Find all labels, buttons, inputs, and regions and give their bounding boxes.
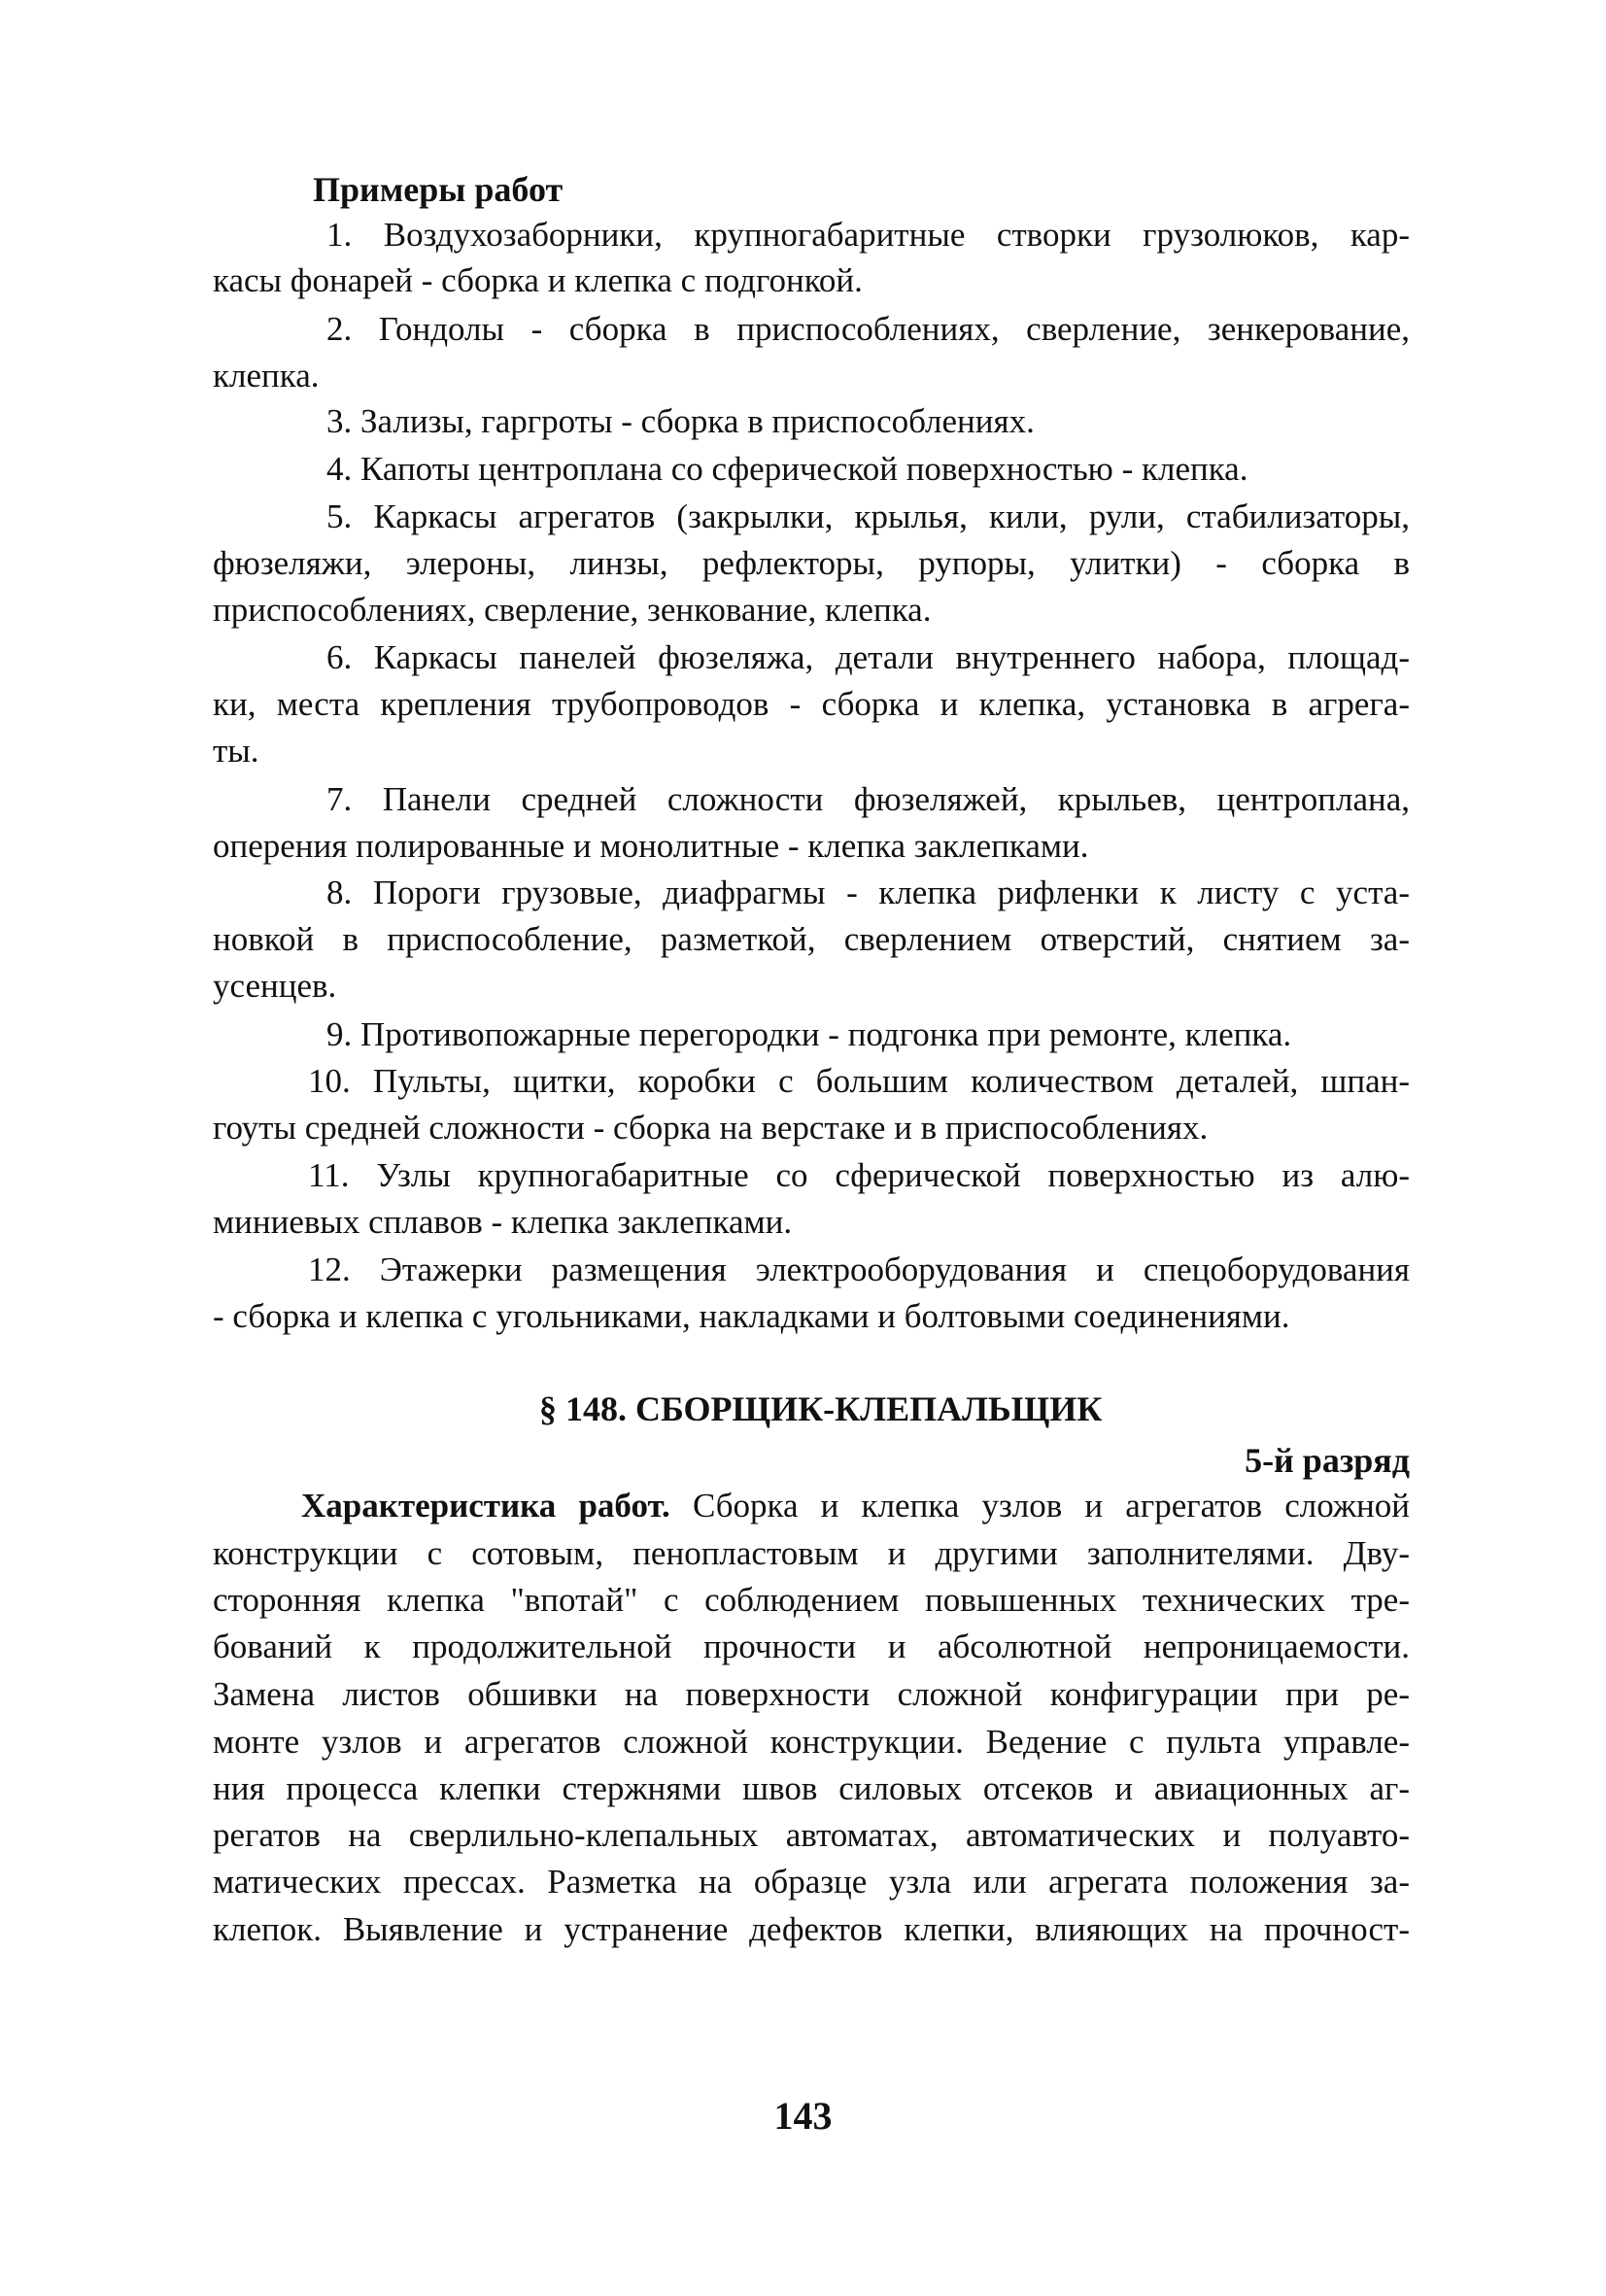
section-title: § 148. СБОРЩИК-КЛЕПАЛЬЩИК bbox=[539, 1389, 1103, 1428]
section-lead-label: Характеристика работ. bbox=[301, 1487, 670, 1525]
examples-line: 8. Пороги грузовые, диафрагмы - клепка рифленки к листу с уста- bbox=[326, 874, 1410, 911]
section-first-line-rest: Сборка и клепка узлов и агрегатов сложной bbox=[669, 1487, 1410, 1525]
section-line: монте узлов и агрегатов сложной конструкции. Ведение с пульта управле- bbox=[213, 1723, 1410, 1761]
section-line: конструкции с сотовым, пенопластовым и другими заполнителями. Дву- bbox=[213, 1534, 1410, 1572]
section-line: клепок. Выявление и устранение дефектов клепки, влияющих на прочност- bbox=[213, 1910, 1410, 1948]
examples-line: оперения полированные и монолитные - клепка заклепками. bbox=[213, 827, 1089, 865]
section-line: ния процесса клепки стержнями швов силовых отсеков и авиационных аг- bbox=[213, 1769, 1410, 1807]
examples-line: касы фонарей - сборка и клепка с подгонкой. bbox=[213, 261, 863, 299]
examples-line: миниевых сплавов - клепка заклепками. bbox=[213, 1203, 793, 1241]
examples-line: 11. Узлы крупногабаритные со сферической поверхностью из алю- bbox=[308, 1156, 1410, 1194]
examples-line: 10. Пульты, щитки, коробки с большим количеством деталей, шпан- bbox=[308, 1062, 1410, 1100]
section-line: матических прессах. Разметка на образце узла или агрегата положения за- bbox=[213, 1863, 1410, 1901]
examples-line: 4. Капоты центроплана со сферической поверхностью - клепка. bbox=[326, 450, 1248, 488]
examples-line: 3. Зализы, гаргроты - сборка в приспособлениях. bbox=[326, 402, 1035, 440]
section-line: бований к продолжительной прочности и абсолютной непроницаемости. bbox=[213, 1628, 1410, 1665]
examples-line: 9. Противопожарные перегородки - подгонка при ремонте, клепка. bbox=[326, 1015, 1292, 1053]
examples-line: 12. Этажерки размещения электрооборудования и спецоборудования bbox=[308, 1251, 1410, 1288]
examples-line: 2. Гондолы - сборка в приспособлениях, сверление, зенкерование, bbox=[326, 310, 1410, 348]
examples-line: фюзеляжи, элероны, линзы, рефлекторы, рупоры, улитки) - сборка в bbox=[213, 544, 1410, 582]
section-line: сторонняя клепка "впотай" с соблюдением повышенных технических тре- bbox=[213, 1581, 1410, 1619]
examples-line: 5. Каркасы агрегатов (закрылки, крылья, кили, рули, стабилизаторы, bbox=[326, 497, 1410, 535]
examples-heading: Примеры работ bbox=[313, 170, 564, 209]
examples-line: новкой в приспособление, разметкой, сверлением отверстий, снятием за- bbox=[213, 920, 1410, 958]
section-grade: 5-й разряд bbox=[1245, 1441, 1410, 1480]
section-line bbox=[301, 1484, 1410, 1528]
examples-line: приспособлениях, сверление, зенкование, клепка. bbox=[213, 591, 932, 629]
section-line: регатов на сверлильно-клепальных автоматах, автоматических и полуавто- bbox=[213, 1816, 1410, 1854]
examples-line: усенцев. bbox=[213, 967, 337, 1005]
examples-line: 7. Панели средней сложности фюзеляжей, крыльев, центроплана, bbox=[326, 780, 1410, 818]
examples-line: - сборка и клепка с угольниками, накладками и болтовыми соединениями. bbox=[213, 1297, 1290, 1335]
section-line: Замена листов обшивки на поверхности сложной конфигурации при ре- bbox=[213, 1675, 1410, 1713]
page-number: 143 bbox=[773, 2094, 833, 2138]
examples-line: 6. Каркасы панелей фюзеляжа, детали внутреннего набора, площад- bbox=[326, 638, 1410, 676]
examples-line: 1. Воздухозаборники, крупногабаритные створки грузолюков, кар- bbox=[326, 216, 1410, 254]
examples-line: ты. bbox=[213, 732, 259, 770]
examples-line: клепка. bbox=[213, 357, 320, 394]
examples-line: ки, места крепления трубопроводов - сборка и клепка, установка в агрега- bbox=[213, 685, 1410, 723]
examples-line: гоуты средней сложности - сборка на верстаке и в приспособлениях. bbox=[213, 1109, 1209, 1147]
